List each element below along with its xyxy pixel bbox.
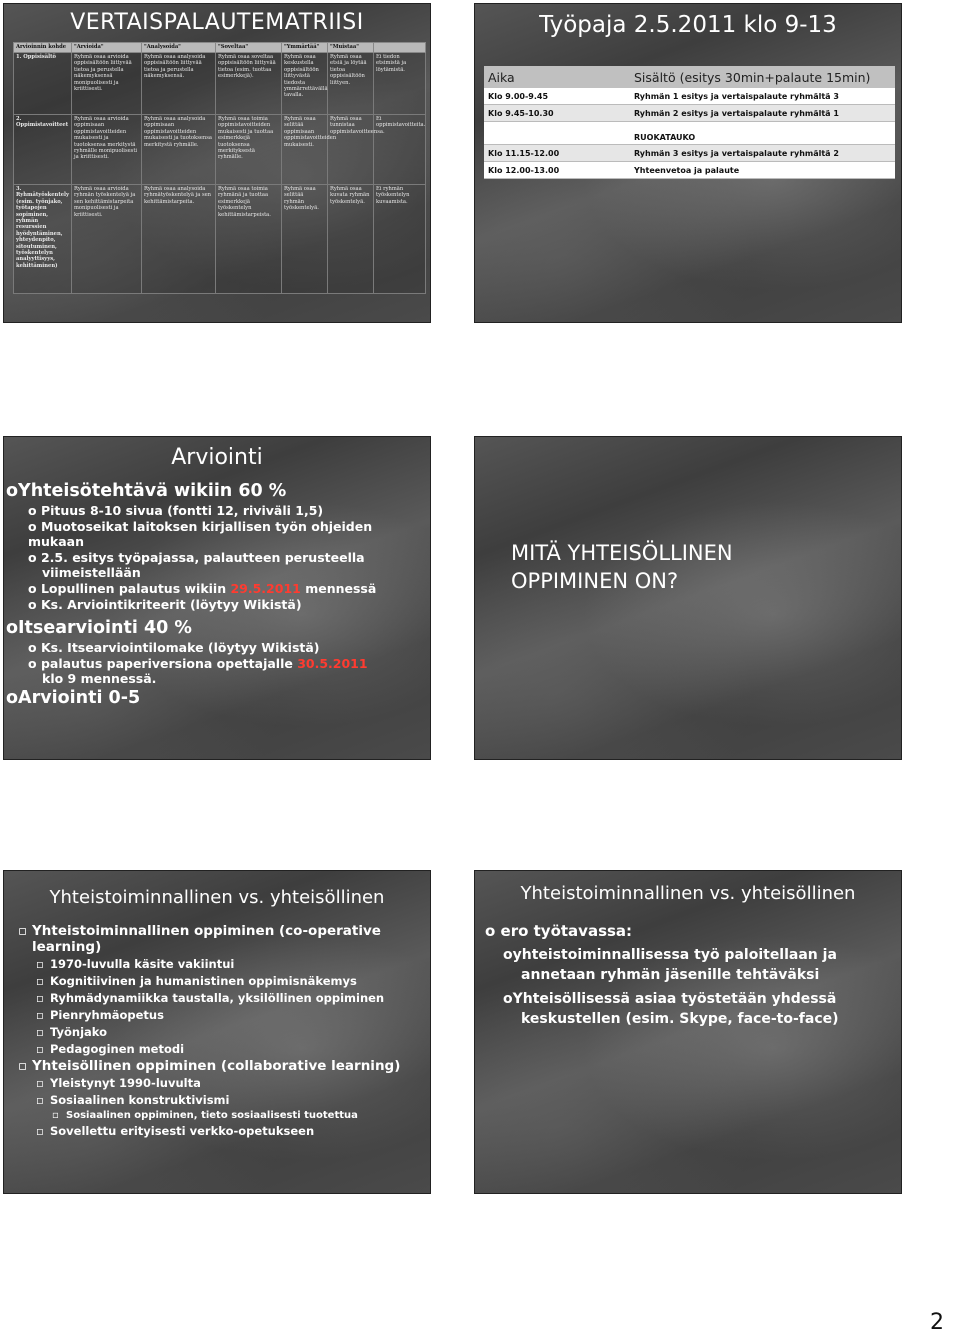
table-row <box>14 185 426 294</box>
header-aika: Aika <box>488 69 515 85</box>
cell-muistaa: Ryhmä osaa etsiä ja löytää tietoa oppisisältöön liittyen. <box>328 53 374 115</box>
cell-muistaa: Ryhmä osaa kuvata ryhmän työskentelyä. <box>328 185 374 294</box>
list-item: o Muotoseikat laitoksen kirjallisen työn ohjeiden mukaan <box>28 519 373 549</box>
slide-tyopaja <box>475 4 901 322</box>
row-time: Klo 12.00-13.00 <box>488 165 560 175</box>
cell-arvioida: Ryhmä osaa arvioida oppisisältöön liittyvää tietoa ja perustella näkemyksensä monipuolisesti ja kriittisesti. <box>72 53 142 115</box>
list-item: o Ks. Arviointikriteerit (löytyy Wikistä) <box>28 597 302 612</box>
slide-title: Työpaja 2.5.2011 klo 9-13 <box>539 12 837 38</box>
header-muistaa: "Muistaa" <box>328 43 374 53</box>
list-item: ▫ Sosiaalinen konstruktivismi <box>36 1093 230 1107</box>
page-number: 2 <box>930 1310 944 1335</box>
row-content: Yhteenvetoa ja palaute <box>634 165 740 175</box>
row-time: Klo 9.45-10.30 <box>488 108 554 118</box>
row-time: Klo 9.00-9.45 <box>488 91 549 101</box>
list-item: o ero työtavassa: <box>485 922 633 940</box>
list-item: oyhteistoiminnallisessa työ paloitellaan ja annetaan ryhmän jäsenille tehtäväksi <box>503 947 837 983</box>
list-item: ▫ Sosiaalinen oppiminen, tieto sosiaalisesti tuotettua <box>52 1110 358 1121</box>
slide-yhteistoiminnallinen-vs-yhteisollinen <box>4 871 430 1193</box>
cell-extra: Ei ryhmän työskentelyn kuvaamista. <box>374 185 426 294</box>
schedule-row <box>484 145 895 162</box>
deadline-date: 30.5.2011 <box>297 656 368 671</box>
cell-ymmartaa: Ryhmä osaa selittää ryhmän työskentelyä. <box>282 185 328 294</box>
deadline-date: 29.5.2011 <box>230 581 301 596</box>
schedule-row <box>484 88 895 105</box>
feedback-matrix-table <box>13 42 426 294</box>
cell-soveltaa: Ryhmä osaa toimia oppimistavoitteiden mukaisesti ja tuottaa esimerkkejä tuotoksensa merkityksestä ryhmälle. <box>216 115 282 185</box>
bullet-list <box>4 481 430 710</box>
list-item: ▫ Pedagoginen metodi <box>36 1042 185 1056</box>
row-time: Klo 11.15-12.00 <box>488 148 560 158</box>
slide-title: VERTAISPALAUTEMATRIISI <box>70 10 364 35</box>
list-item: o Ks. Itsearviointilomake (löytyy Wikistä) <box>28 640 320 655</box>
list-item: ▫ Ryhmädynamiikka taustalla, yksilöllinen oppiminen <box>36 991 385 1005</box>
header-analysoida: "Analysoida" <box>142 43 216 53</box>
header-ymmartaa: "Ymmärtää" <box>282 43 328 53</box>
list-item: ▫ Työnjako <box>36 1025 108 1039</box>
cell-arvioida: Ryhmä osaa arvioida ryhmän työskentelyä ja sen kehittämistarpeita monipuolisesti ja kriittisesti. <box>72 185 142 294</box>
cell-muistaa: Ryhmä osaa tunnistaa oppimistavoitteensa. <box>328 115 374 185</box>
slide-title: Yhteistoiminnallinen vs. yhteisöllinen <box>520 883 856 904</box>
schedule-header <box>484 66 895 88</box>
list-item: oArviointi 0-5 <box>6 688 141 708</box>
cell-extra: Ei oppimistavoitteita. <box>374 115 426 185</box>
slide-arviointi <box>4 437 430 759</box>
cell-analysoida: Ryhmä osaa analysoida oppimisaan oppimistavoitteiden mukaisesti ja tuotoksensa merkitystä ryhmälle. <box>142 115 216 185</box>
list-item: o 2.5. esitys työpajassa, palautteen perusteella viimeistellään <box>28 550 365 580</box>
header-sisalto: Sisältö (esitys 30min+palaute 15min) <box>634 69 871 85</box>
row-content: RUOKATAUKO <box>634 133 696 142</box>
bullet-list <box>18 923 426 1140</box>
slide-title: Arviointi <box>171 445 263 470</box>
list-item: ▫ Sovellettu erityisesti verkko-opetukseen <box>36 1124 315 1138</box>
list-item: ▫ Yhteistoiminnallinen oppiminen (co-operative learning) <box>18 923 381 955</box>
list-item: ▫ Kognitiivinen ja humanistinen oppimisnäkemys <box>36 974 357 988</box>
schedule-table <box>484 66 895 179</box>
cell-extra: Ei tiedon etsimistä ja löytämistä. <box>374 53 426 115</box>
list-item: ▫ Yhteisöllinen oppiminen (collaborative learning) <box>18 1058 401 1074</box>
list-item: oItsearviointi 40 % <box>6 618 192 638</box>
cell-kohde: 3. Ryhmätyöskentely (esim. työnjako, työtapojen sopiminen, ryhmän resurssien hyödyntäminen, yhteydenpito, sitoutuminen, työskentelyn analyyttisyys, kehittäminen) <box>14 185 72 294</box>
slide-ero-tyotavassa <box>475 871 901 1193</box>
schedule-row <box>484 162 895 179</box>
list-item: oYhteisötehtävä wikiin 60 % <box>6 481 287 501</box>
table-row <box>14 115 426 185</box>
schedule-row <box>484 105 895 122</box>
header-arvioida: "Arvioida" <box>72 43 142 53</box>
cell-kohde: 2. Oppimistavoitteet <box>14 115 72 185</box>
table-row <box>14 53 426 115</box>
table-header-row <box>14 43 426 53</box>
cell-ymmartaa: Ryhmä osaa keskustella oppisisältöön liittyvästä tiedosta ymmärrettävällä tavalla. <box>282 53 328 115</box>
header-kohde: Arvioinnin kohde <box>14 43 72 53</box>
bullet-list <box>485 921 895 1033</box>
schedule-row <box>484 122 895 145</box>
cell-analysoida: Ryhmä osaa analysoida ryhmätyöskentelyä ja sen kehittämistarpeita. <box>142 185 216 294</box>
list-item: ▫ Yleistynyt 1990-luvulta <box>36 1076 201 1090</box>
list-item: o palautus paperiversiona opettajalle 30.5.2011 klo 9 mennessä. <box>28 656 368 686</box>
row-content: Ryhmän 2 esitys ja vertaispalaute ryhmältä 1 <box>634 108 839 118</box>
slide-mita-yhteisollinen <box>475 437 901 759</box>
header-empty <box>374 43 426 53</box>
header-soveltaa: "Soveltaa" <box>216 43 282 53</box>
list-item: oYhteisöllisessä asiaa työstetään yhdessä keskustellen (esim. Skype, face-to-face) <box>503 991 839 1027</box>
cell-soveltaa: Ryhmä osaa toimia ryhmänä ja tuottaa esimerkkejä työskentelyn kehittämistarpeista. <box>216 185 282 294</box>
cell-kohde: 1. Oppisisältö <box>14 53 72 115</box>
slide-question: MITÄ YHTEISÖLLINEN OPPIMINEN ON? <box>511 541 733 593</box>
list-item: o Pituus 8-10 sivua (fontti 12, riviväli 1,5) <box>28 503 324 518</box>
cell-analysoida: Ryhmä osaa analysoida oppisisältöön liittyvää tietoa ja perustella näkemyksensä. <box>142 53 216 115</box>
row-content: Ryhmän 3 esitys ja vertaispalaute ryhmältä 2 <box>634 148 839 158</box>
slide-vertaispalautematriisi <box>4 4 430 322</box>
slide-title: Yhteistoiminnallinen vs. yhteisöllinen <box>49 887 385 908</box>
cell-arvioida: Ryhmä osaa arvioida oppimisaan oppimistavoitteiden mukaisesti ja tuotoksensa merkitystä ryhmälle monipuolisesti ja kriittisesti. <box>72 115 142 185</box>
cell-soveltaa: Ryhmä osaa soveltaa oppisisältöön liittyvää tietoa (esim. tuottaa esimerkkejä). <box>216 53 282 115</box>
list-item: ▫ 1970-luvulla käsite vakiintui <box>36 957 235 971</box>
row-content: Ryhmän 1 esitys ja vertaispalaute ryhmältä 3 <box>634 91 839 101</box>
cell-ymmartaa: Ryhmä osaa selittää oppimisaan oppimistavoitteiden mukaisesti. <box>282 115 328 185</box>
list-item: o Lopullinen palautus wikiin 29.5.2011 mennessä <box>28 581 377 596</box>
list-item: ▫ Pienryhmäopetus <box>36 1008 164 1022</box>
